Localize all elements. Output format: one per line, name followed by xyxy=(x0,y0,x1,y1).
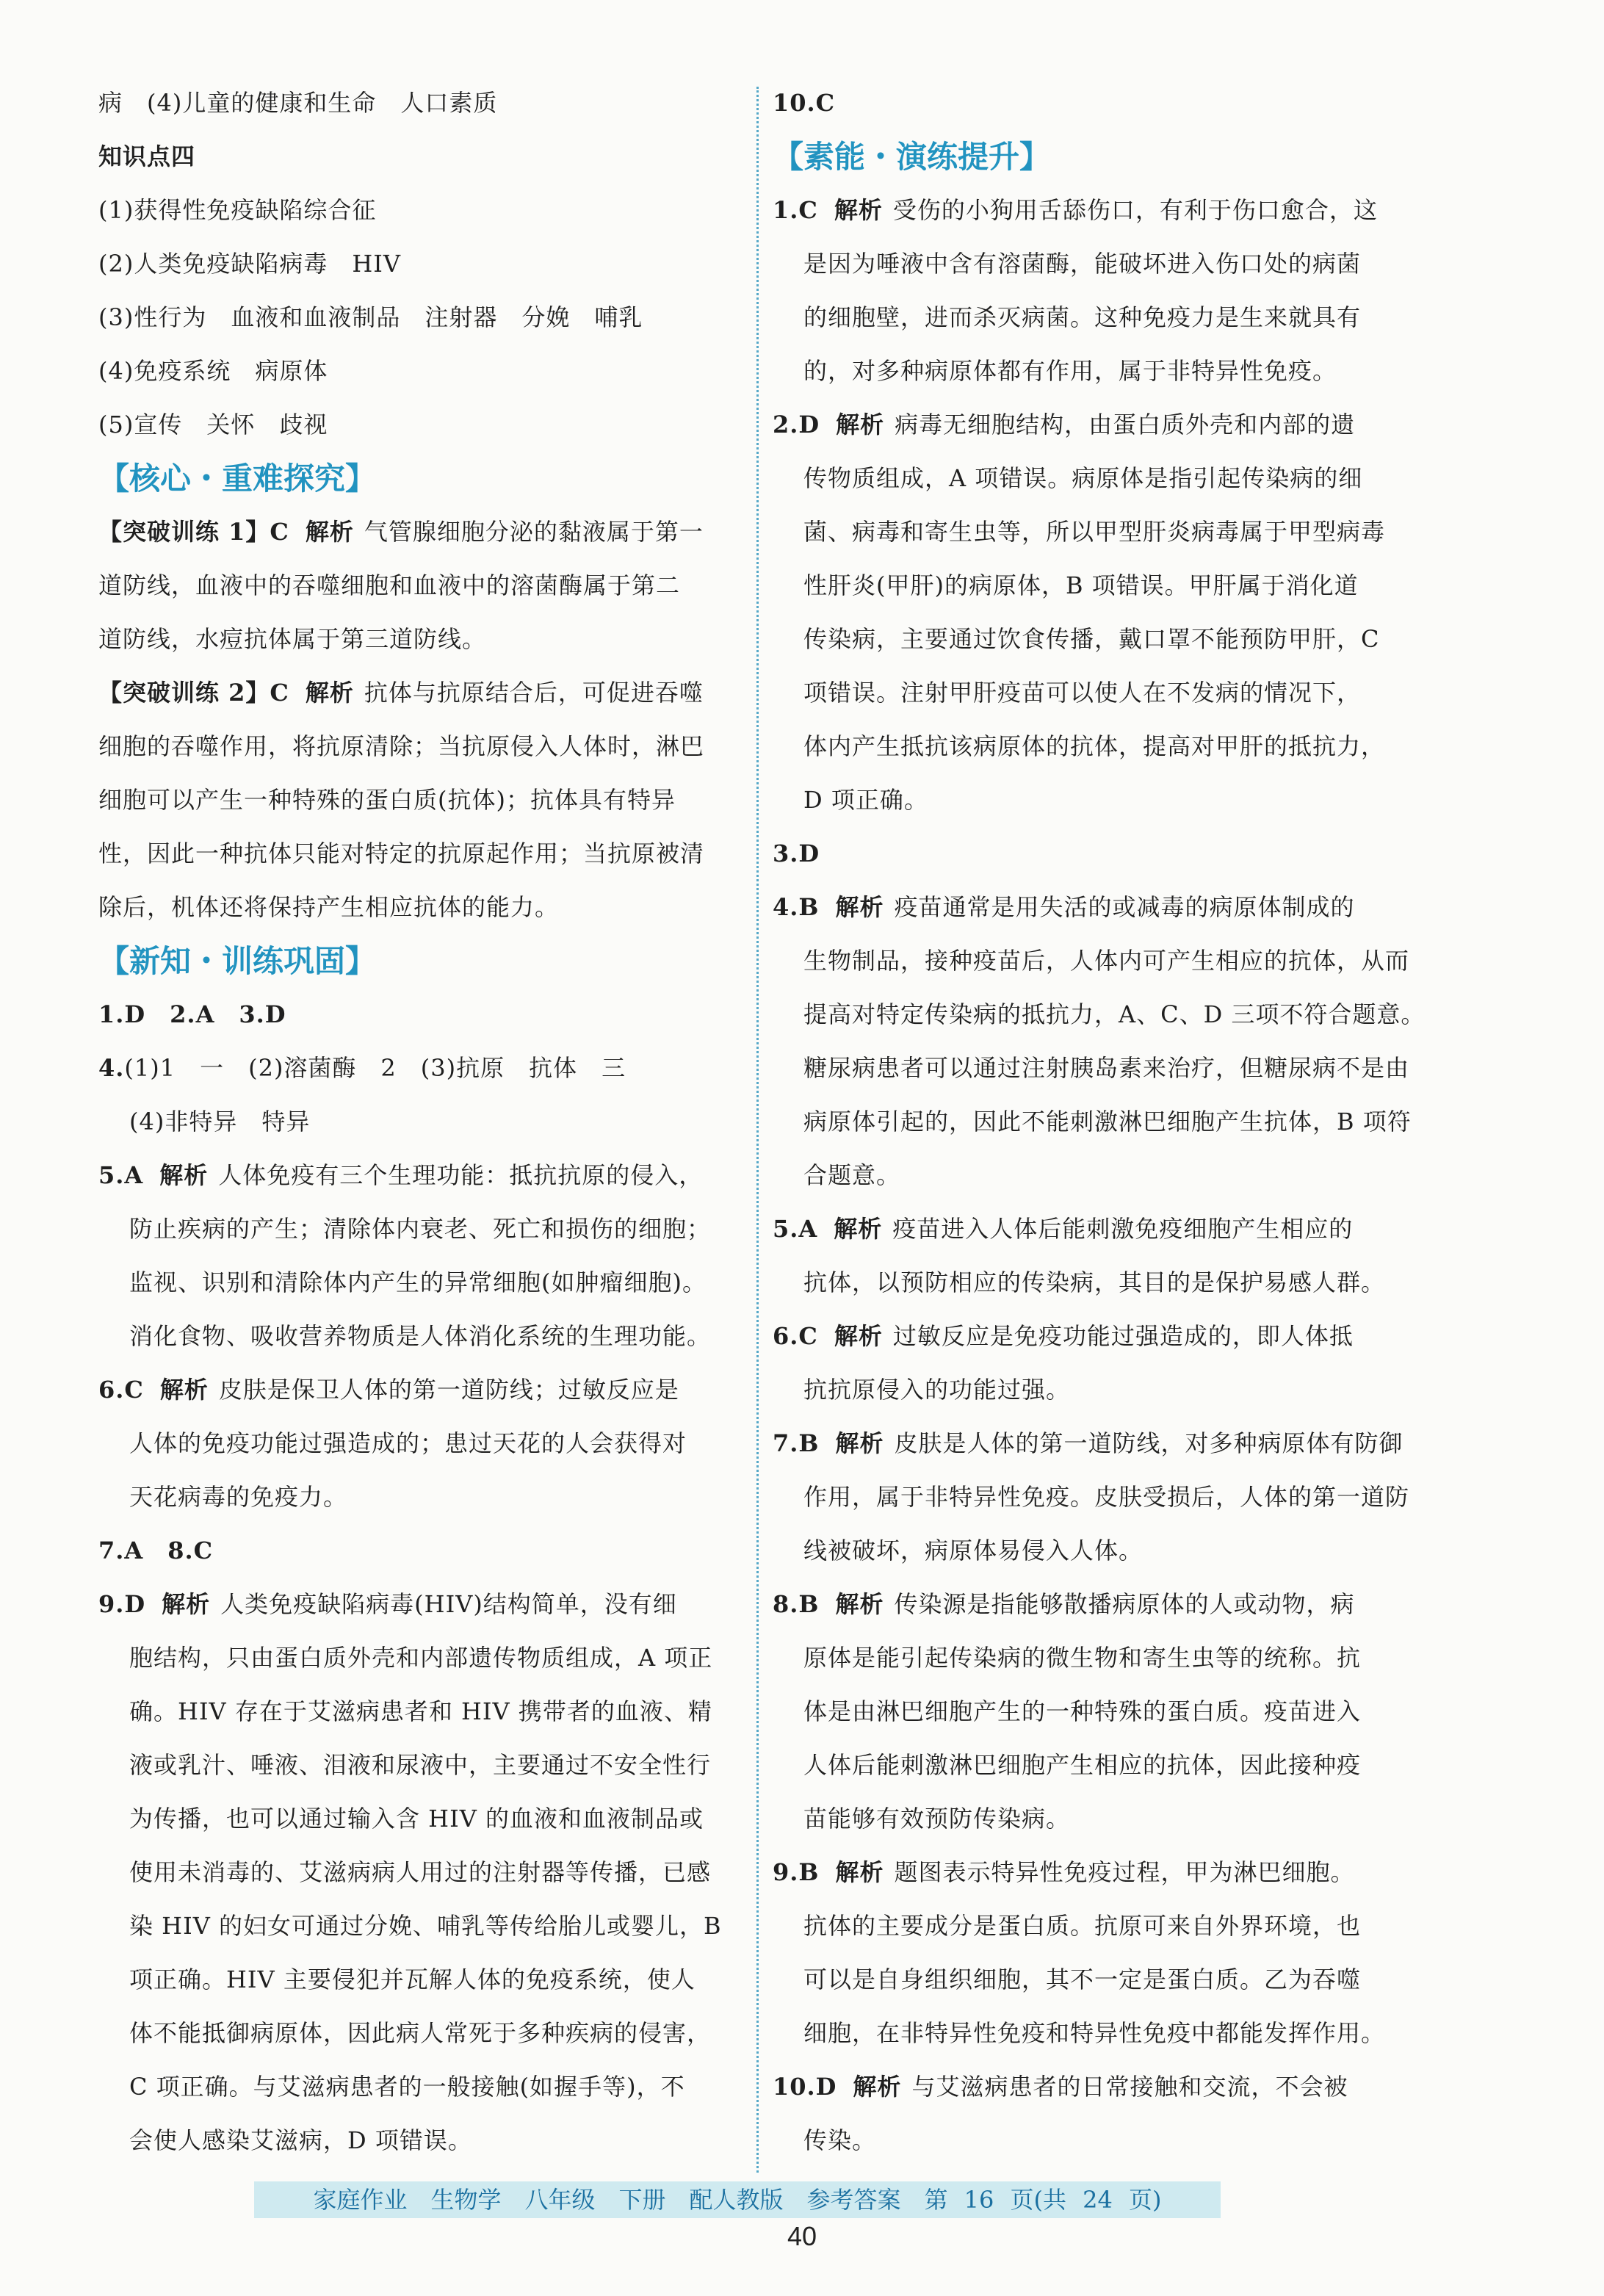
answer-number: 1.D 2.A 3.D xyxy=(98,1000,286,1028)
line-text: 确。HIV 存在于艾滋病患者和 HIV 携带者的血液、精 xyxy=(129,1697,712,1725)
text-line xyxy=(98,237,745,291)
text-line xyxy=(98,1041,745,1095)
text-line xyxy=(98,827,745,881)
text-line xyxy=(98,881,745,934)
text-line xyxy=(773,613,1419,666)
text-line xyxy=(773,1202,1419,1256)
text-line xyxy=(773,1685,1419,1739)
analysis-label: 解析 xyxy=(305,518,354,546)
section-heading: 【核心・重难探究】 xyxy=(98,461,377,497)
text-line xyxy=(773,1899,1419,1953)
text-line xyxy=(773,2060,1419,2114)
line-text: 皮肤是保卫人体的第一道防线；过敏反应是 xyxy=(218,1376,679,1404)
text-line xyxy=(773,505,1419,559)
text-line xyxy=(773,988,1426,1041)
text-line xyxy=(98,1685,745,1739)
line-text: 防止疾病的产生；清除体内衰老、死亡和损伤的细胞； xyxy=(129,1215,712,1243)
line-text: 抗体的主要成分是蛋白质。抗原可来自外界环境，也 xyxy=(803,1912,1362,1940)
line-text: 传染。 xyxy=(803,2126,877,2154)
answer-number: 6.C xyxy=(98,1376,144,1404)
text-line xyxy=(773,1631,1419,1685)
line-text: 传染源是指能够散播病原体的人或动物，病 xyxy=(894,1590,1355,1618)
line-text: 天花病毒的免疫力。 xyxy=(129,1483,348,1511)
line-text: 传染病，主要通过饮食传播，戴口罩不能预防甲肝，C xyxy=(803,625,1380,653)
answer-number: 3.D xyxy=(773,840,820,867)
line-text: 病毒无细胞结构，由蛋白质外壳和内部的遗 xyxy=(895,411,1356,438)
text-line xyxy=(773,666,1419,720)
line-text: (2)人类免疫缺陷病毒 HIV xyxy=(98,250,401,278)
text-line xyxy=(773,452,1419,505)
line-text: 提高对特定传染病的抵抗力，A、C、D 三项不符合题意。 xyxy=(803,1000,1426,1028)
line-text: (1)获得性免疫缺陷综合征 xyxy=(98,196,377,224)
text-line xyxy=(98,1095,745,1149)
text-line xyxy=(98,1899,745,1953)
text-line xyxy=(98,2007,745,2060)
line-text: 消化食物、吸收营养物质是人体消化系统的生理功能。 xyxy=(129,1322,712,1350)
line-text: 题图表示特异性免疫过程，甲为淋巴细胞。 xyxy=(894,1858,1355,1886)
analysis-label: 解析 xyxy=(835,893,884,921)
text-line xyxy=(773,398,1419,452)
text-line xyxy=(773,291,1419,344)
text-line xyxy=(98,291,745,344)
text-line xyxy=(98,1363,745,1417)
line-text: 的细胞壁，进而杀灭病菌。这种免疫力是生来就具有 xyxy=(803,303,1362,331)
text-line xyxy=(773,1739,1419,1792)
text-line xyxy=(773,1846,1419,1899)
text-line xyxy=(773,1953,1419,2007)
text-line xyxy=(773,1524,1419,1578)
text-line xyxy=(98,1578,745,1631)
text-line xyxy=(98,1953,745,2007)
line-text: 作用，属于非特异性免疫。皮肤受损后，人体的第一道防 xyxy=(803,1483,1410,1511)
line-text: 细胞可以产生一种特殊的蛋白质(抗体)；抗体具有特异 xyxy=(98,786,676,814)
answer-number: 2.D xyxy=(773,411,820,438)
line-text: 监视、识别和清除体内产生的异常细胞(如肿瘤细胞)。 xyxy=(129,1268,707,1296)
line-text: 道防线，血液中的吞噬细胞和血液中的溶菌酶属于第二 xyxy=(98,571,681,599)
line-text: 知识点四 xyxy=(98,142,196,170)
text-line xyxy=(773,2114,1419,2167)
line-text: (4)非特异 特异 xyxy=(129,1108,311,1136)
line-text: 人体的免疫功能过强造成的；患过天花的人会获得对 xyxy=(129,1429,687,1457)
text-line xyxy=(773,934,1419,988)
text-line xyxy=(98,1310,745,1363)
analysis-label: 解析 xyxy=(834,196,883,224)
line-text: (5)宣传 关怀 歧视 xyxy=(98,411,328,438)
analysis-label: 解析 xyxy=(835,1858,884,1886)
line-text: 项错误。注射甲肝疫苗可以使人在不发病的情况下， xyxy=(803,679,1362,707)
text-line xyxy=(773,344,1419,398)
left-column xyxy=(98,76,745,2167)
line-text: 人体免疫有三个生理功能：抵抗抗原的侵入， xyxy=(218,1161,704,1189)
line-text: 受伤的小狗用舌舔伤口，有利于伤口愈合，这 xyxy=(892,196,1378,224)
line-text: 病原体引起的，因此不能刺激淋巴细胞产生抗体，B 项符 xyxy=(803,1108,1412,1136)
line-text: 是因为唾液中含有溶菌酶，能破坏进入伤口处的病菌 xyxy=(803,250,1362,278)
line-text: 可以是自身组织细胞，其不一定是蛋白质。乙为吞噬 xyxy=(803,1965,1362,1993)
text-line xyxy=(98,1149,745,1202)
text-line xyxy=(773,827,1419,881)
line-text: 除后，机体还将保持产生相应抗体的能力。 xyxy=(98,893,560,921)
text-line xyxy=(98,76,745,130)
analysis-label: 解析 xyxy=(159,1376,209,1404)
answer-number: 5.A xyxy=(98,1161,144,1189)
text-line xyxy=(773,559,1419,613)
answer-number: 1.C xyxy=(773,196,818,224)
line-text: C 项正确。与艾滋病患者的一般接触(如握手等)，不 xyxy=(129,2073,685,2101)
analysis-label: 解析 xyxy=(159,1161,209,1189)
answer-number: 9.D xyxy=(98,1590,146,1618)
line-text: 合题意。 xyxy=(803,1161,901,1189)
answer-number: 7.B xyxy=(773,1429,820,1457)
page-footer: 家庭作业 生物学 八年级 下册 配人教版 参考答案 第 16 页(共 24 页) xyxy=(254,2181,1221,2218)
line-text: 的，对多种病原体都有作用，属于非特异性免疫。 xyxy=(803,357,1337,385)
text-line xyxy=(773,1310,1419,1363)
answer-number: 8.B xyxy=(773,1590,820,1618)
line-text: 病 (4)儿童的健康和生命 人口素质 xyxy=(98,89,498,117)
line-text: 染 HIV 的妇女可通过分娩、哺乳等传给胎儿或婴儿，B xyxy=(129,1912,722,1940)
answer-number: 10.D xyxy=(773,2073,837,2101)
analysis-label: 解析 xyxy=(305,679,354,707)
line-text: 细胞的吞噬作用，将抗原清除；当抗原侵入人体时，淋巴 xyxy=(98,732,705,760)
line-text: 传物质组成，A 项错误。病原体是指引起传染病的细 xyxy=(803,464,1363,492)
analysis-label: 解析 xyxy=(834,1215,883,1243)
text-line xyxy=(98,184,745,237)
text-line xyxy=(773,1149,1419,1202)
text-line xyxy=(98,505,745,559)
text-line xyxy=(98,1631,745,1685)
analysis-label: 解析 xyxy=(835,1429,884,1457)
line-text: 体内产生抵抗该病原体的抗体，提高对甲肝的抵抗力， xyxy=(803,732,1386,760)
analysis-label: 解析 xyxy=(162,1590,211,1618)
text-line xyxy=(98,130,745,184)
text-line xyxy=(98,1256,745,1310)
text-line xyxy=(773,1363,1419,1417)
text-line xyxy=(98,1846,745,1899)
text-line xyxy=(98,666,745,720)
text-line xyxy=(773,881,1419,934)
text-line xyxy=(98,1792,745,1846)
line-text: 抗抗原侵入的功能过强。 xyxy=(803,1376,1071,1404)
answer-number: 5.A xyxy=(773,1215,818,1243)
text-line xyxy=(98,720,745,773)
line-text: (1)1 一 (2)溶菌酶 2 (3)抗原 抗体 三 xyxy=(124,1054,626,1082)
analysis-label: 解析 xyxy=(853,2073,902,2101)
line-text: 苗能够有效预防传染病。 xyxy=(803,1805,1071,1833)
text-line xyxy=(773,1578,1419,1631)
text-line xyxy=(98,344,745,398)
text-line xyxy=(98,988,745,1041)
section-heading: 【素能・演练提升】 xyxy=(773,139,1051,175)
text-line xyxy=(98,398,745,452)
analysis-label: 解析 xyxy=(836,411,885,438)
answer-number: 4.B xyxy=(773,893,820,921)
line-text: 性肝炎(甲肝)的病原体，B 项错误。甲肝属于消化道 xyxy=(803,571,1359,599)
line-text: D 项正确。 xyxy=(803,786,928,814)
text-line xyxy=(98,2114,745,2167)
text-line xyxy=(773,1041,1419,1095)
line-text: 疫苗进入人体后能刺激免疫细胞产生相应的 xyxy=(892,1215,1354,1243)
text-line xyxy=(773,1256,1419,1310)
line-text: 皮肤是人体的第一道防线，对多种病原体有防御 xyxy=(894,1429,1404,1457)
column-divider xyxy=(756,87,759,2173)
line-text: 菌、病毒和寄生虫等，所以甲型肝炎病毒属于甲型病毒 xyxy=(803,518,1386,546)
text-line xyxy=(98,1202,745,1256)
line-text: 胞结构，只由蛋白质外壳和内部遗传物质组成，A 项正 xyxy=(129,1644,713,1672)
text-line xyxy=(773,2007,1419,2060)
line-text: 道防线，水痘抗体属于第三道防线。 xyxy=(98,625,487,653)
line-text: 项正确。HIV 主要侵犯并瓦解人体的免疫系统，使人 xyxy=(129,1965,696,1993)
line-text: 过敏反应是免疫功能过强造成的，即人体抵 xyxy=(892,1322,1354,1350)
answer-number: 9.B xyxy=(773,1858,820,1886)
text-line xyxy=(773,184,1419,237)
right-column xyxy=(773,76,1426,2167)
text-line xyxy=(773,773,1419,827)
text-line xyxy=(773,76,1419,130)
text-line xyxy=(98,773,745,827)
line-text: 与艾滋病患者的日常接触和交流，不会被 xyxy=(911,2073,1348,2101)
text-line xyxy=(98,1470,745,1524)
line-text: 为传播，也可以通过输入含 HIV 的血液和血液制品或 xyxy=(129,1805,704,1833)
line-text: 会使人感染艾滋病，D 项错误。 xyxy=(129,2126,472,2154)
text-line xyxy=(773,720,1419,773)
line-text: (4)免疫系统 病原体 xyxy=(98,357,328,385)
line-text: 糖尿病患者可以通过注射胰岛素来治疗，但糖尿病不是由 xyxy=(803,1054,1410,1082)
text-line xyxy=(98,1524,745,1578)
analysis-label: 解析 xyxy=(834,1322,883,1350)
line-text: 液或乳汁、唾液、泪液和尿液中，主要通过不安全性行 xyxy=(129,1751,712,1779)
answer-number: 7.A 8.C xyxy=(98,1537,214,1564)
line-text: 体不能抵御病原体，因此病人常死于多种疾病的侵害， xyxy=(129,2019,712,2047)
text-line xyxy=(773,237,1419,291)
line-text: 抗体与抗原结合后，可促进吞噬 xyxy=(364,679,704,707)
answer-number: 【突破训练 2】C xyxy=(98,679,289,707)
text-line xyxy=(773,1095,1419,1149)
line-text: 体是由淋巴细胞产生的一种特殊的蛋白质。疫苗进入 xyxy=(803,1697,1362,1725)
text-line xyxy=(773,1417,1419,1470)
line-text: 使用未消毒的、艾滋病病人用过的注射器等传播，已感 xyxy=(129,1858,712,1886)
answer-number: 4. xyxy=(98,1054,125,1082)
line-text: 气管腺细胞分泌的黏液属于第一 xyxy=(364,518,704,546)
text-line xyxy=(98,1417,745,1470)
line-text: 抗体，以预防相应的传染病，其目的是保护易感人群。 xyxy=(803,1268,1386,1296)
line-text: 性，因此一种抗体只能对特定的抗原起作用；当抗原被清 xyxy=(98,840,705,867)
line-text: 细胞，在非特异性免疫和特异性免疫中都能发挥作用。 xyxy=(803,2019,1386,2047)
analysis-label: 解析 xyxy=(835,1590,884,1618)
text-line xyxy=(773,1792,1419,1846)
answer-number: 6.C xyxy=(773,1322,818,1350)
line-text: 生物制品，接种疫苗后，人体内可产生相应的抗体，从而 xyxy=(803,947,1410,975)
line-text: (3)性行为 血液和血液制品 注射器 分娩 哺乳 xyxy=(98,303,643,331)
text-line xyxy=(98,559,745,613)
text-line xyxy=(773,1470,1419,1524)
line-text: 原体是能引起传染病的微生物和寄生虫等的统称。抗 xyxy=(803,1644,1362,1672)
line-text: 人体后能刺激淋巴细胞产生相应的抗体，因此接种疫 xyxy=(803,1751,1362,1779)
text-line xyxy=(98,2060,745,2114)
line-text: 人类免疫缺陷病毒(HIV)结构简单，没有细 xyxy=(220,1590,677,1618)
line-text: 线被破坏，病原体易侵入人体。 xyxy=(803,1537,1144,1564)
line-text: 疫苗通常是用失活的或减毒的病原体制成的 xyxy=(894,893,1355,921)
text-line xyxy=(98,1739,745,1792)
page-number: 40 xyxy=(787,2221,817,2251)
text-line xyxy=(98,613,745,666)
answer-number: 10.C xyxy=(773,89,836,117)
section-heading: 【新知・训练巩固】 xyxy=(98,943,377,979)
answer-number: 【突破训练 1】C xyxy=(98,518,289,546)
